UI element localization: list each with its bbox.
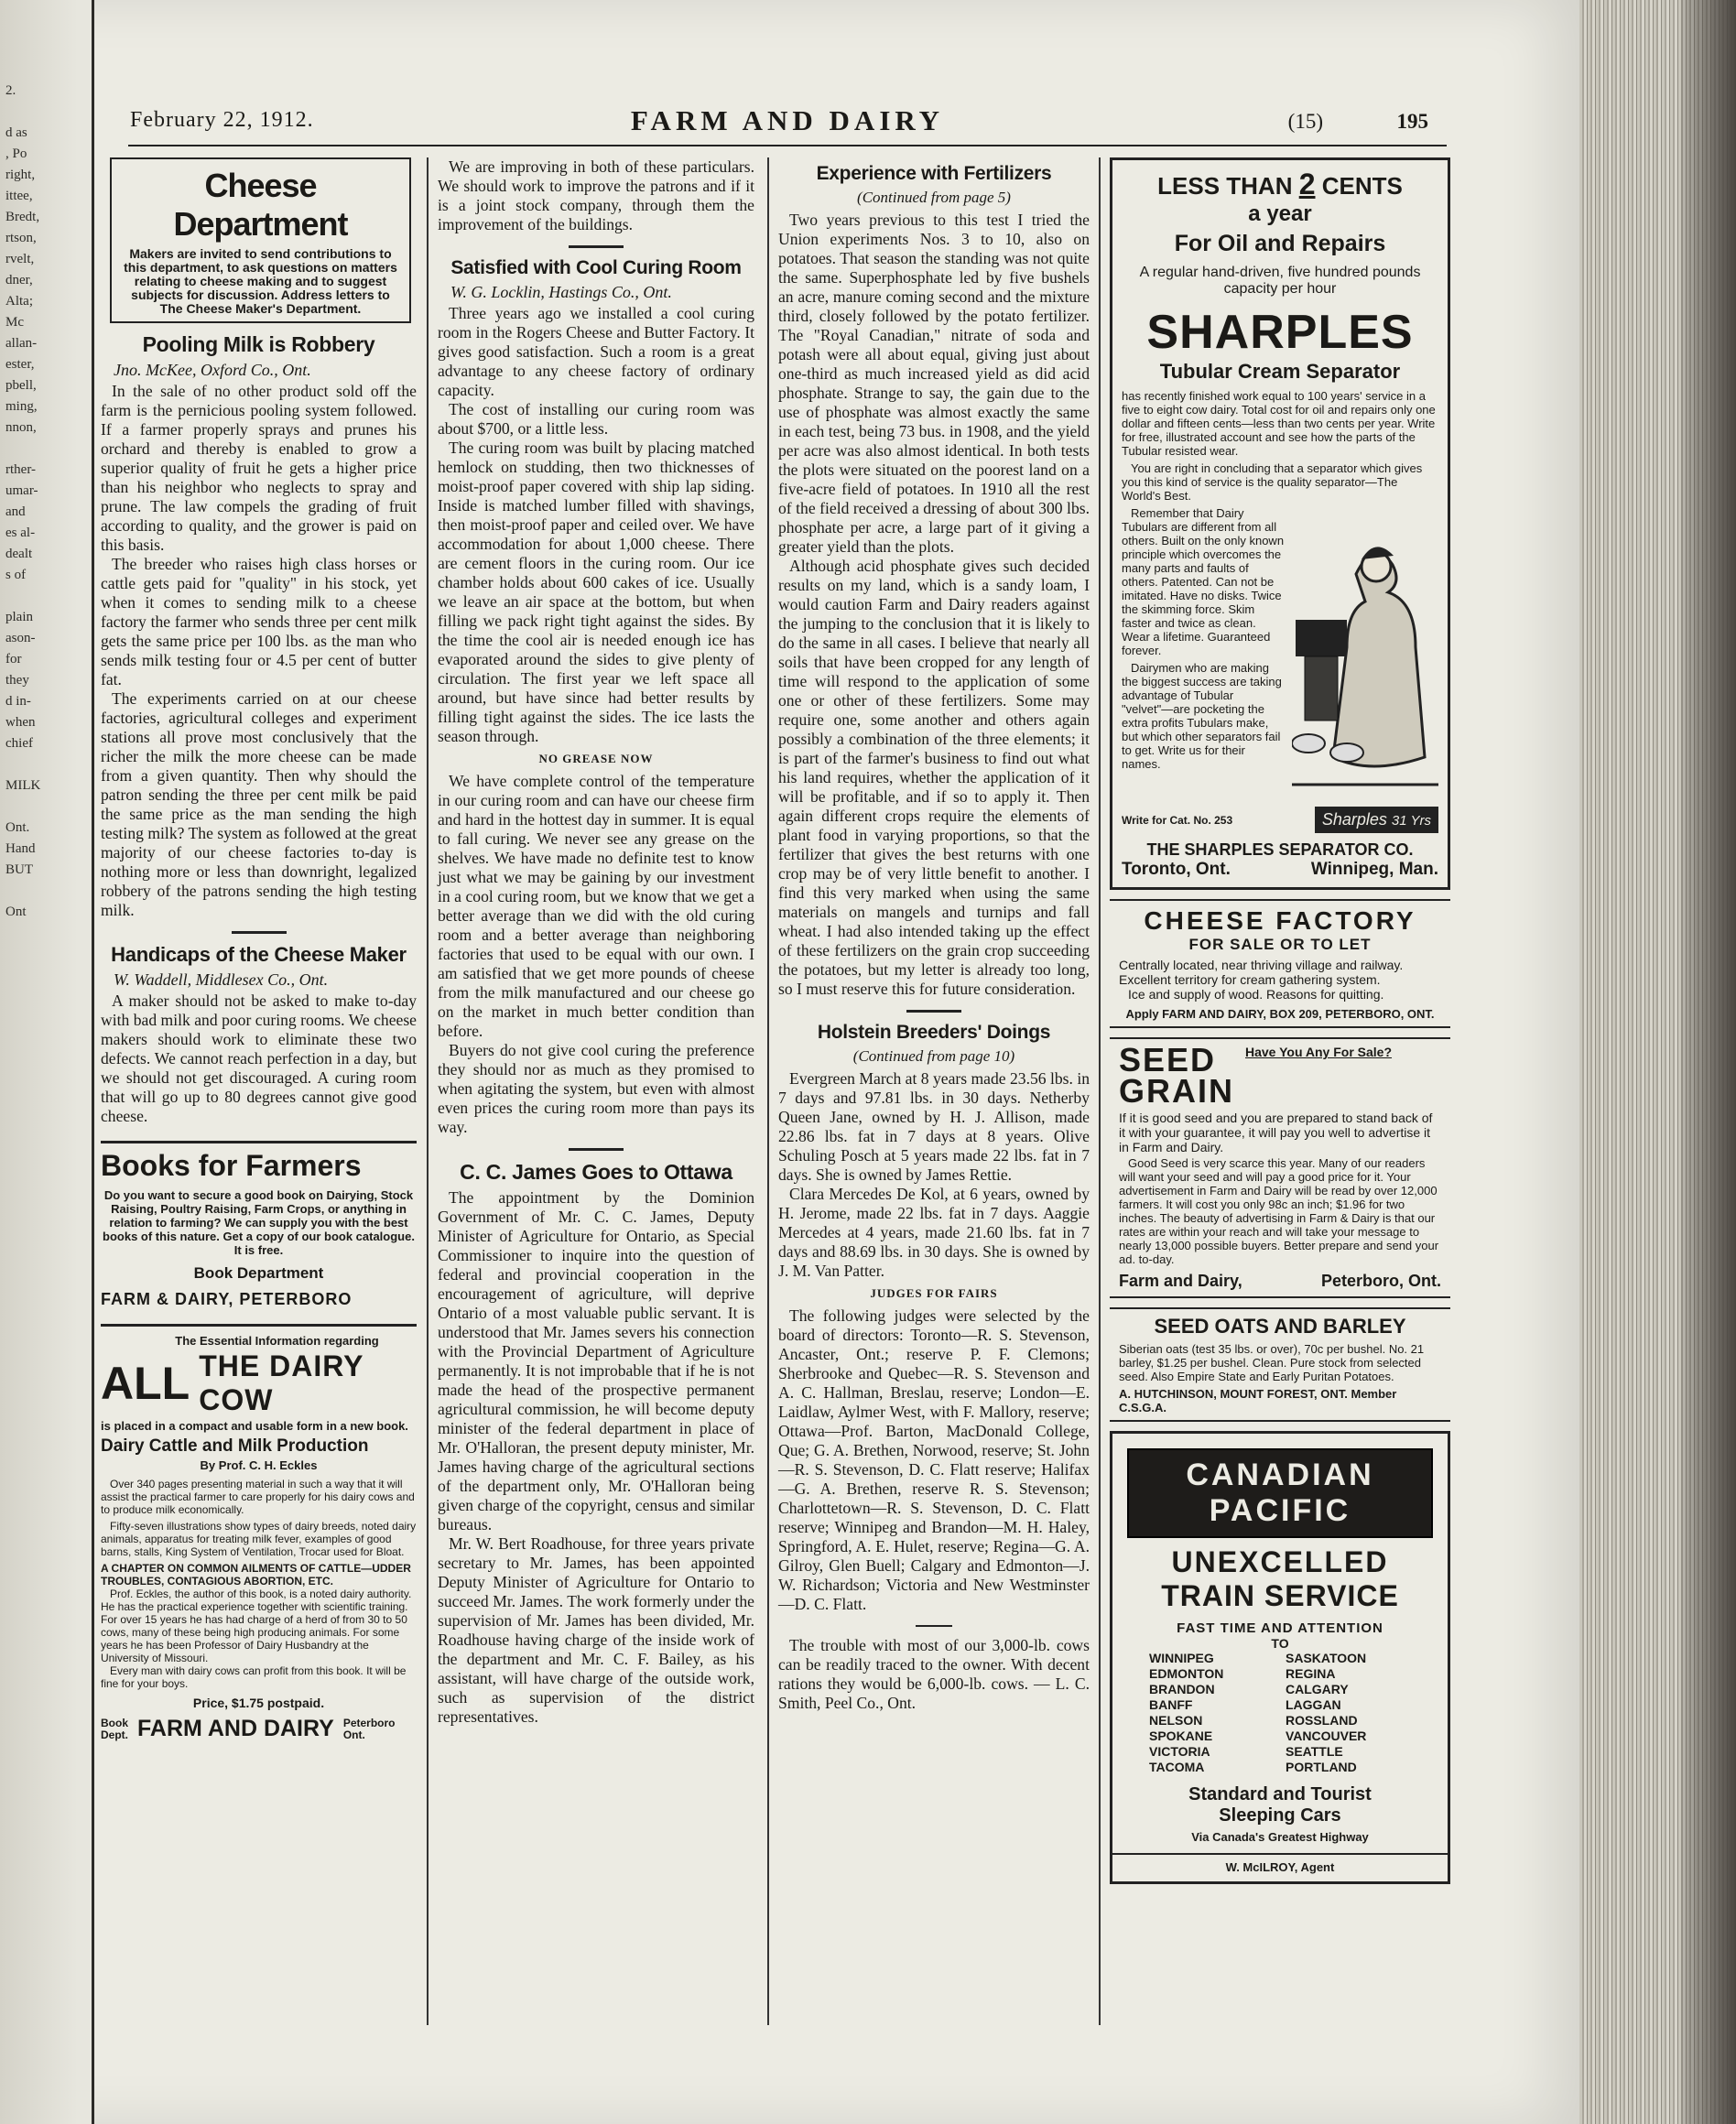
gutter-fragment <box>0 754 92 775</box>
gutter-fragment: when <box>5 715 36 730</box>
company-city: Winnipeg, Man. <box>1310 860 1438 879</box>
gutter-fragment: ason- <box>5 631 36 645</box>
ad-subtitle: FOR SALE OR TO LET <box>1188 936 1372 953</box>
destination-city: CALGARY <box>1286 1682 1349 1696</box>
gutter-fragment: nnon, <box>5 420 37 435</box>
gutter-fragment: Ont <box>5 905 27 919</box>
seed-grain-ad <box>1110 1037 1450 1298</box>
previous-page-gutter <box>0 0 94 2124</box>
ad-subline: FAST TIME AND ATTENTION <box>1177 1620 1383 1636</box>
gutter-fragment <box>0 439 92 460</box>
page-header <box>128 104 1447 146</box>
article-title: Experience with Fertilizers <box>816 163 1052 184</box>
ad-chapter: A CHAPTER ON COMMON AILMENTS OF CATTLE—UDDER TROUBLES, CONTAGIOUS ABORTION, ETC. <box>101 1562 411 1588</box>
destination-city: NELSON <box>1149 1713 1203 1728</box>
article-paragraph: In the sale of no other product sold off the farm is the pernicious pooling system followed. If a farmer properly sprays and prunes his orchard and thereby is enabled to grow a superior quality of fruit he gets a higher price than his neighbor who neglects to spray and prune. The law compels the grading of fruit according to quality, and the grower is paid on this basis. <box>101 382 417 554</box>
gutter-fragment: d in- <box>5 694 31 709</box>
gutter-fragment: rther- <box>5 462 37 477</box>
gutter-fragment: Ont. <box>5 820 30 835</box>
cheese-department-box <box>110 157 411 323</box>
ad-title: SEED GRAIN <box>1119 1041 1234 1110</box>
ad-subline: Via Canada's Greatest Highway <box>1191 1830 1369 1844</box>
article-title: Satisfied with Cool Curing Room <box>450 257 742 278</box>
gutter-fragment: for <box>5 652 22 666</box>
ad-text: Every man with dairy cows can profit from this book. It will be fine for your boys. <box>101 1664 407 1690</box>
gutter-fragment: pbell, <box>5 378 37 393</box>
ad-title: Books for Farmers <box>101 1149 362 1182</box>
ad-to: TO <box>1271 1636 1289 1651</box>
ad-title: CANADIAN PACIFIC <box>1127 1448 1433 1538</box>
destination-city: REGINA <box>1286 1666 1336 1681</box>
gutter-fragment: es al- <box>5 526 36 540</box>
destination-city: VANCOUVER <box>1286 1728 1367 1743</box>
article-byline: W. Waddell, Middlesex Co., Ont. <box>114 970 329 989</box>
column-rule <box>1099 157 1101 2025</box>
divider <box>569 245 624 248</box>
ad-agent: W. McILROY, Agent <box>1112 1853 1448 1874</box>
column-rule <box>767 157 769 2025</box>
article-title: Handicaps of the Cheese Maker <box>111 943 407 966</box>
ad-text: Ice and supply of wood. Reasons for quitting. <box>1128 987 1384 1002</box>
ad-department: Book Department <box>193 1264 324 1282</box>
destination-city: ROSSLAND <box>1286 1713 1358 1728</box>
ad-foot-name: FARM AND DAIRY <box>137 1716 334 1741</box>
ad-subline: Standard and Tourist <box>1188 1784 1372 1804</box>
destination-list <box>1112 1651 1448 1775</box>
destination-city: VICTORIA <box>1149 1744 1210 1759</box>
folio-number: (15) <box>1287 110 1323 133</box>
ad-subline: a year <box>1248 201 1312 226</box>
column-4 <box>1110 157 1450 1893</box>
gutter-fragment: 2. <box>5 83 16 98</box>
gutter-fragment <box>0 586 92 607</box>
destination-city: BRANDON <box>1149 1682 1215 1696</box>
divider <box>232 931 287 934</box>
cheese-factory-ad <box>1110 899 1450 1028</box>
ad-text: If it is good seed and you are prepared to stand back of it with your guarantee, it will pay you well to advertise it in Farm and Dairy. <box>1119 1111 1433 1154</box>
divider <box>916 1625 952 1627</box>
ad-headline <box>1122 168 1438 201</box>
ad-dairy-cow: THE DAIRY COW <box>199 1349 363 1416</box>
issue-date: February 22, 1912. <box>130 108 314 132</box>
article-byline: W. G. Locklin, Hastings Co., Ont. <box>450 283 672 301</box>
column-3 <box>778 157 1090 1713</box>
ad-text: A regular hand-driven, five hundred pounds capacity per hour <box>1139 265 1421 297</box>
canadian-pacific-ad <box>1110 1431 1450 1884</box>
ad-text: Siberian oats (test 35 lbs. or over), 70c per bushel. No. 21 barley, $1.25 per bushel. Clean. Pure stock from selected seed. Also Empire State and Early Puritan Potatoes. <box>1119 1342 1425 1383</box>
ad-book-title: Dairy Cattle and Milk Production <box>101 1436 369 1456</box>
article-paragraph: The curing room was built by placing matched hemlock on studding, then two thicknesses of moist-proof paper covered with ship lap siding. Inside is matched lumber filled with shavings, then moist-proof paper and ceiled over. We have accommodation for about 1,000 cheese. There are cement floors in the curing room. Our ice chamber holds about 600 cakes of ice. Usually we leave an air space at the bottom, but when filling we pack right tight against the sides. By the time the cool air is needed enough ice has evaporated around the sides to give plenty of circulation. The first year we left space all around, but have since had better results by filling tight against the sides. The ice lasts the season through. <box>438 439 754 745</box>
subheading: JUDGES FOR FAIRS <box>870 1286 998 1300</box>
article-paragraph: Buyers do not give cool curing the preference they should nor as much as they promised to when agitating the system, but even with almost even prices the curing room more than pays its way. <box>438 1041 754 1136</box>
gutter-fragment: and <box>5 504 26 519</box>
gutter-fragment: allan- <box>5 336 38 351</box>
article-paragraph: Two years previous to this test I tried the Union experiments Nos. 3 to 10, also on potatoes. That season the standing was not quite the same. Superphosphate led by five bushels an acre, manure coming second and the mixture third, closely followed by the potato fertilizer. The "Royal Canadian," nitrate of soda and potash were all about equal, giving just about one-third as much increased yield as did acid phosphate. Strange to say, the gain due to the use of phosphate was almost exactly the same in each test, being 73 bus. in 1908, and the yield per acre was also almost identical. In both tests the plots were situated on the poorest land on a five-acre field of potatoes. In 1910 all the rest of the field received a dressing of about 300 lbs. phosphate per acre, a large part of it giving a greater yield than the plots. <box>778 211 1090 556</box>
ad-title: CHEESE FACTORY <box>1144 906 1416 935</box>
destination-city: SASKATOON <box>1286 1651 1367 1665</box>
article-paragraph: A maker should not be asked to make to-day with bad milk and poor curing rooms. We cheese makers should work to eliminate these two defects. We cannot reach perfection in a day, but we should not get discouraged. A curing room that will go up to 80 degrees cannot give good cheese. <box>101 992 417 1125</box>
gutter-fragment <box>0 102 92 123</box>
destination-city: EDMONTON <box>1149 1666 1224 1681</box>
logo-text: Sharples <box>1321 810 1387 829</box>
gutter-fragment: BUT <box>5 862 33 877</box>
ad-subline: For Oil and Repairs <box>1174 231 1386 256</box>
company-city: Toronto, Ont. <box>1122 860 1231 879</box>
gutter-fragment: dealt <box>5 547 33 561</box>
ad-text: Over 340 pages presenting material in such a way that it will assist the practical farmer to care properly for his dairy cows and to produce milk economically. <box>101 1478 415 1516</box>
company-name: THE SHARPLES SEPARATOR CO. <box>1146 840 1414 859</box>
seed-oats-ad <box>1110 1307 1450 1422</box>
column-2 <box>438 157 754 1727</box>
gutter-fragment: MILK <box>5 778 41 793</box>
gutter-fragment: ester, <box>5 357 35 372</box>
gutter-fragment: chief <box>5 736 33 751</box>
gutter-fragment: ittee, <box>5 189 33 203</box>
product-name: Tubular Cream Separator <box>1159 360 1401 383</box>
destination-city: BANFF <box>1149 1697 1193 1712</box>
destination-city: PORTLAND <box>1286 1760 1357 1774</box>
ad-foot-city: Peterboro, Ont. <box>1320 1272 1441 1290</box>
article-paragraph: The following judges were selected by the board of directors: Toronto—R. S. Stevenson, Ancaster, Ont.; reserve P. F. Clemons; Sherbrooke and Quebec—R. S. Stevenson and A. C. Hallman, Breslau, reserve; London—E. Laidlaw, Aylmer West, with F. Mallory, reserve; Ottawa—Prof. Barton, MacDonald College, Que; G. A. Brethen, Norwood, reserve; St. John—R. S. Stevenson, D. C. Flatt reserve; Halifax—G. A. Brethen, reserve R. S. Stevenson; Charlottetown—R. S. Stevenson, D. C. Flatt reserve; Winnipeg and Brandon—M. H. Haley, Springford, A. E. Hulet, reserve; Regina—G. A. Gilroy, Glen Buell; Calgary and Edmonton—J. W. Richardson; Victoria and New Westminster—D. C. Flatt. <box>778 1306 1090 1613</box>
books-for-farmers-ad <box>101 1141 417 1309</box>
article-paragraph: Three years ago we installed a cool curing room in the Rogers Cheese and Butter Factory. It gives good satisfaction. Such a room is a great advantage to any cheese factory of ordinary capacity. <box>438 304 754 399</box>
subheading: NO GREASE NOW <box>538 752 654 765</box>
department-note: Makers are invited to send contributions to this department, to ask questions on matters relating to cheese making and to suggest subjects for discussion. Address letters to The Cheese Maker's Department. <box>124 246 397 316</box>
ad-text: has recently finished work equal to 100 years' service in a five to eight cow dairy. Total cost for oil and repairs only one dollar and fifteen cents—less than two cents per year. Write for free, illustrated account and see how the parts of the Tubular resisted wear. <box>1122 389 1436 458</box>
catalogue-note: Write for Cat. No. 253 <box>1122 813 1233 827</box>
gutter-fragment <box>0 796 92 818</box>
gutter-fragment: d as <box>5 125 27 140</box>
ad-headline-number: 2 <box>1298 168 1316 200</box>
book-page-edges <box>1579 0 1736 2124</box>
article-title: Holstein Breeders' Doings <box>817 1022 1051 1043</box>
ad-headline: UNEXCELLED <box>1171 1545 1389 1578</box>
article-title: Pooling Milk is Robbery <box>142 332 375 356</box>
masthead-title: FARM AND DAIRY <box>630 104 945 136</box>
page-number: 195 <box>1396 110 1428 133</box>
ad-question: Have You Any For Sale? <box>1245 1045 1393 1059</box>
ad-text: Dairymen who are making the biggest success are taking advantage of Tubular "velvet"—are pocketing the extra profits Tubulars make, but which other separators fail to get. Write us for their names. <box>1122 661 1282 771</box>
ad-foot-name: Farm and Dairy, <box>1119 1272 1242 1290</box>
ad-address: A. HUTCHINSON, MOUNT FOREST, ONT. Member C.S.G.A. <box>1119 1387 1397 1414</box>
ad-placed: is placed in a compact and usable form in a new book. <box>101 1419 408 1433</box>
column-rule <box>427 157 429 2025</box>
destination-city: SEATTLE <box>1286 1744 1343 1759</box>
ad-price: Price, $1.75 postpaid. <box>192 1696 325 1710</box>
article-paragraph: The breeder who raises high class horses or cattle gets paid for "quality" in his stock, yet when it comes to sending milk to a cheese factory the farmer who sends three per cent milk gets the same price per 100 lbs. as the man who sends milk testing four or 4.5 per cent of butter fat. <box>101 555 417 688</box>
destination-city: SPOKANE <box>1149 1728 1213 1743</box>
article-paragraph: The experiments carried on at our cheese factories, agricultural colleges and experiment stations all prove most conclusively that the richer the milk the more cheese can be made from a given quantity. Then why should the patron sending the three per cent milk be paid the same price as the man sending the high testing milk? The system as followed at the great majority of our cheese factories to-day is nothing more or less than downright, legalized robbery of the patrons sending the high testing milk. <box>101 689 417 919</box>
article-paragraph: We have complete control of the temperature in our curing room and can have our cheese firm and hard in the hottest day in summer. It is equal to fall curing. We never see any grease on the shelves. We have made no definite test to know just what we may be gaining by our investment in a cool curing room, but we know that we get a better average than we did with the old curing room and a better average than neighboring factories that used to be equal with our own. I am satisfied that we get more pounds of cheese from the milk manufactured and our cheese go on the market in much better condition than before. <box>438 772 754 1040</box>
dairy-cow-book-ad <box>101 1324 417 1742</box>
gutter-fragment: they <box>5 673 29 688</box>
article-title: C. C. James Goes to Ottawa <box>460 1160 732 1184</box>
separator-illustration <box>1292 510 1438 803</box>
article-paragraph: Although acid phosphate gives such decided results on my land, which is a sandy loam, I would caution Farm and Dairy readers against the jumping to the conclusion that it is likely to do the same in all cases. I believe that nearly all soils that have been cropped for any length of time will respond to the application of some one or other of these fertilizers. Some may require one, some another and others again possibly a combination of the three elements; it is part of the farmer's business to find out what his land requires, whether the application of it will be profitable, and if so to apply it. Then again different crops require the elements of plant food in varying proportions, so that the fertilizer that gives the best returns with one crop may be of very little benefit to another. I find this very marked when using the same materials on mangels and turnips and fall wheat. I had also intended taking up the effect of these fertilizers on the grain crop succeeding the potatoes, but my letter is already too long, so I must reserve this for future consideration. <box>778 557 1090 998</box>
gutter-fragment: right, <box>5 168 36 182</box>
ad-text: Do you want to secure a good book on Dairying, Stock Raising, Poultry Raising, Farm Crops, or anything in relation to farming? We can supply you with the best books of this nature. Get a copy of our book catalogue. It is free. <box>103 1188 415 1257</box>
gutter-fragment: Alta; <box>5 294 33 309</box>
article-paragraph: Clara Mercedes De Kol, at 6 years, owned by H. Jerome, made 22 lbs. fat in 7 days. Aaggie Mercedes at 4 years, made 21.60 lbs. fat in 7 days and 88.69 lbs. in 30 days. She is owned by J. M. Van Patter. <box>778 1185 1090 1280</box>
sharples-ad <box>1110 157 1450 890</box>
divider <box>569 1148 624 1151</box>
gutter-fragment: rvelt, <box>5 252 35 266</box>
ad-text: Fifty-seven illustrations show types of dairy breeds, noted dairy animals, apparatus for treating milk fever, examples of good barns, stalls, King System of Ventilation, Trocar used for Bloat. <box>101 1520 417 1558</box>
ad-author: By Prof. C. H. Eckles <box>200 1458 318 1472</box>
gutter-fragment: umar- <box>5 483 38 498</box>
ad-text: Prof. Eckles, the author of this book, is a noted dairy authority. He has the practical experience together with scientific training. For over 15 years he has had charge of a herd of from 30 to 50 cows, many of these being high producing animals. For some years he has been Professor of Dairy Husbandry at the University of Missouri. <box>101 1588 412 1664</box>
ad-subline: Sleeping Cars <box>1219 1805 1341 1826</box>
destination-city: LAGGAN <box>1286 1697 1341 1712</box>
ad-title: SEED OATS AND BARLEY <box>1154 1315 1406 1338</box>
gutter-fragment: dner, <box>5 273 33 287</box>
gutter-fragment: s of <box>5 568 27 582</box>
ad-foot-left: Book Dept. <box>101 1716 128 1741</box>
ad-all: ALL <box>101 1358 190 1409</box>
gutter-fragment: plain <box>5 610 33 624</box>
destination-city: TACOMA <box>1149 1760 1205 1774</box>
gutter-fragment: rtson, <box>5 231 37 245</box>
article-paragraph: The cost of installing our curing room was about $700, or a little less. <box>438 400 754 438</box>
article-paragraph: Evergreen March at 8 years made 23.56 lbs. in 7 days and 97.81 lbs. in 30 days. Netherby Queen Jane, owned by H. J. Allison, made 22.86 lbs. fat in 7 days at 8 years. Olive Schuling Posch at 5 years made 22 lbs. fat in 7 days. She is owned by James Rettie. <box>778 1069 1090 1184</box>
ad-headline: TRAIN SERVICE <box>1161 1579 1399 1612</box>
article-byline: Jno. McKee, Oxford Co., Ont. <box>114 361 311 379</box>
ad-foot-right: Peterboro Ont. <box>342 1716 396 1741</box>
continued-note: (Continued from page 10) <box>852 1047 1015 1065</box>
ad-text: Remember that Dairy Tubulars are different from all others. Built on the only known principle which overcomes the many parts and faults of others. Patented. Can not be imitated. Have no disks. Twice the skimming force. Skim faster and twice as clean. Wear a lifetime. Guaranteed forever. <box>1122 506 1285 657</box>
department-title: Cheese Department <box>173 167 348 243</box>
ad-text: You are right in concluding that a separator which gives you this kind of service is the quality separator—The World's Best. <box>1122 461 1423 503</box>
gutter-fragment: Hand <box>5 841 36 856</box>
article-paragraph: Mr. W. Bert Roadhouse, for three years private secretary to Mr. James, has been appointed Deputy Minister of Agriculture for Ontario to succeed Mr. James. The work formerly under the supervision of Mr. James has been divided, Mr. Roadhouse having charge of the inside work of the department and Mr. C. F. Bailey, as his assistant, will have charge of the outside work, such as supervision of the district representatives. <box>438 1534 754 1726</box>
article-paragraph: The trouble with most of our 3,000-lb. cows can be readily traced to the owner. With decent rations they would be 6,000-lb. cows. — L. C. Smith, Peel Co., Ont. <box>778 1636 1090 1712</box>
ad-headline-part: CENTS <box>1321 172 1403 200</box>
gutter-fragment <box>0 881 92 902</box>
article-paragraph: The appointment by the Dominion Government of Mr. C. C. James, Deputy Minister of Agriculture for Ontario, as Special Commissioner to inquire into the question of federal and provincial cooperation in the encouragement of agriculture, will deprive Ontario of a most valuable public servant. It is understood that Mr. James severs his connection with the Provincial Department of Agriculture permanently. It is not improbable that if he is not made the head of the prospective permanent agricultural commission, he will become deputy minister of the federal department in place of Mr. O'Halloran, the present deputy minister, Mr. James having charge of the agricultural sections of the department only, Mr. O'Halloran being given charge of the copyright, census and similar bureaus. <box>438 1188 754 1533</box>
gutter-fragment: ming, <box>5 399 38 414</box>
logo-years: 31 Yrs <box>1391 813 1431 829</box>
ad-headline-part: LESS THAN <box>1157 172 1293 200</box>
ad-address: FARM & DAIRY, PETERBORO <box>101 1290 353 1308</box>
divider <box>906 1010 961 1013</box>
sharples-logo <box>1315 807 1438 833</box>
continued-note: (Continued from page 5) <box>857 189 1011 206</box>
gutter-fragment: Mc <box>5 315 24 330</box>
ad-top-line: The Essential Information regarding <box>175 1334 379 1348</box>
brand-name: SHARPLES <box>1146 306 1414 359</box>
gutter-fragment: Bredt, <box>5 210 40 224</box>
gutter-fragment: , Po <box>5 146 27 161</box>
ad-address: Apply FARM AND DAIRY, BOX 209, PETERBORO, ONT. <box>1125 1007 1435 1021</box>
destination-city: WINNIPEG <box>1149 1651 1214 1665</box>
ad-text: Good Seed is very scarce this year. Many of our readers will want your seed and will pay a good price for it. Your advertisement in Farm and Dairy will be read by over 12,000 farmers. It will cost you only 98c an inch; $1.96 for two inches. The beauty of advertising in Farm & Dairy is that our rates are within your reach and will take your message to nearly 13,000 possible buyers. Better prepare and send your ad. to-day. <box>1119 1156 1439 1266</box>
column-1 <box>101 157 417 1742</box>
article-paragraph: We are improving in both of these particulars. We should work to improve the patrons and if it is a joint stock company, through them the improvement of the buildings. <box>438 157 754 233</box>
ad-text: Centrally located, near thriving village and railway. Excellent territory for cream gathering system. <box>1119 958 1404 987</box>
